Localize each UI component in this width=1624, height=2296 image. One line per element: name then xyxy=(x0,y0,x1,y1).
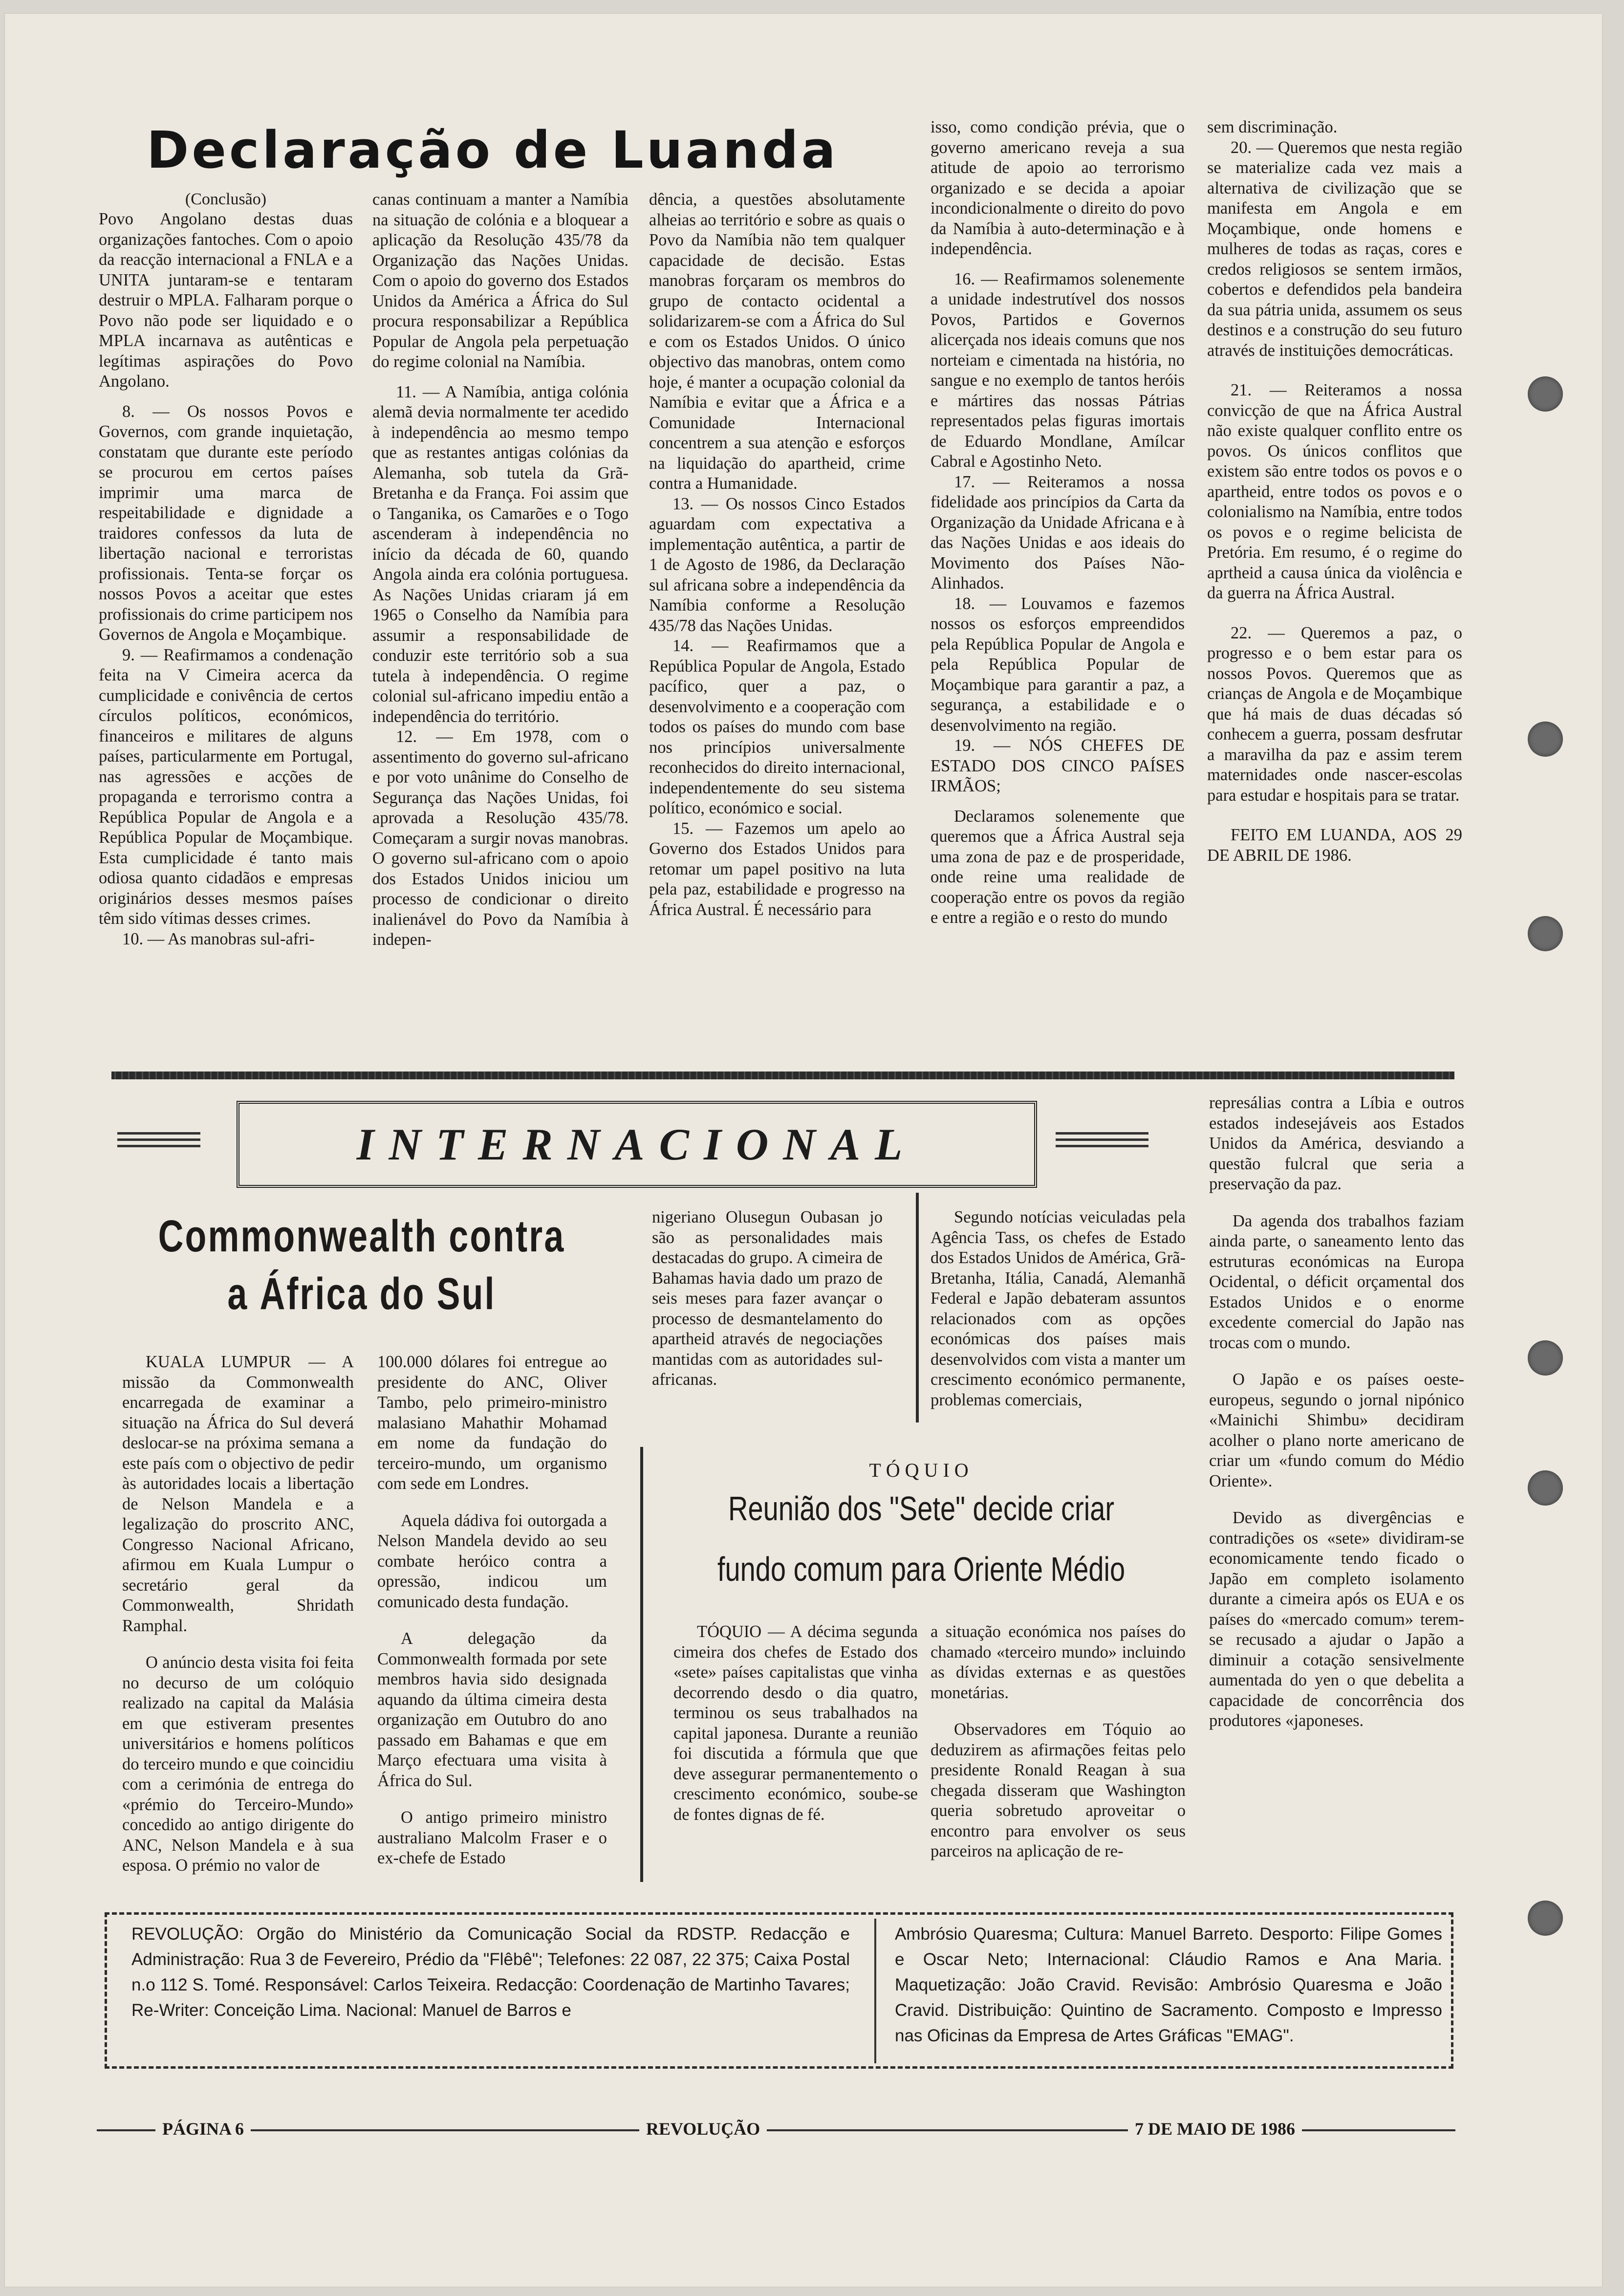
headline-line: Reunião dos "Sete" decide criar xyxy=(728,1489,1114,1528)
binder-hole xyxy=(1528,916,1563,951)
paragraph: dência, a questões absolutamente alheias ao território e sobre as quais o Povo da Namíbia não tem qualquer capacidade de decisão. Estas manobras forçaram os membros do grupo de contacto ocidental a solidarizarem-se com a África do Sul e com os Estados Unidos. O único objectivo das manobras, ontem como hoje, é manter a ocupação colonial da Namíbia e evitar que a África e a Comunidade Internacional concentrem a sua atenção e esforços na liquidação do apartheid, crime contra a Humanidade. xyxy=(649,190,905,493)
commonwealth-column-2 xyxy=(377,1352,607,1869)
declaracao-column-4 xyxy=(931,117,1185,928)
paragraph: Observadores em Tóquio ao deduzirem as afirmações feitas pelo presidente Ronald Reagan à sua chegada disseram que Washington queria sobretudo aproveitar o encontro para envolver os seus parceiros na aplicação de re- xyxy=(931,1720,1186,1860)
paragraph: 10. — As manobras sul-afri- xyxy=(122,929,315,948)
paragraph: KUALA LUMPUR — A missão da Commonwealth encarregada de examinar a situação na África do Sul deverá deslocar-se na próxima semana a este país com o objectivo de pedir às autoridades locais a libertação de Nelson Mandela e a legalização do proscrito ANC, Congresso Nacional Africano, afirmou em Kuala Lumpur o secretário geral da Commonwealth, Shridath Ramphal. xyxy=(122,1353,354,1635)
toquio-column-a xyxy=(673,1622,918,1825)
binder-hole xyxy=(1528,1901,1563,1936)
credits-left: REVOLUÇÃO: Orgão do Ministério da Comunicação Social da RDSTP. Redacção e Administração: Rua 3 de Fevereiro, Prédio da "Flêbê"; Telefones: 22 087, 22 375; Caixa Postal n.o 112 S. Tomé. Responsável: Carlos Teixeira. Redacção: Coordenação de Martinho Tavares; Re-Writer: Conceição Lima. Nacional: Manuel de Barros e xyxy=(131,1924,850,2020)
paragraph: O Japão e os países oeste-europeus, segundo o jornal nipónico «Mainichi Shimbu» decidiram acolher o plano norte americano de criar um «fundo comum do Médio Oriente». xyxy=(1209,1370,1464,1490)
paragraph: 20. — Queremos que nesta região se materialize cada vez mais a alternativa de civilização que se manifesta em Angola e em Moçambique, onde homens e mulheres de todas as raças, cores e credos religiosos se sentem irmãos, cobertos e defendidos pela bandeira da sua pátria unida, assumem os seus destinos e a construção do seu futuro através de instituições democráticas. xyxy=(1207,138,1462,360)
section-header-label: INTERNACIONAL xyxy=(356,1119,917,1169)
paragraph: 100.000 dólares foi entregue ao presidente do ANC, Oliver Tambo, pelo primeiro-ministro malasiano Mahathir Mohamad em nome da fundação do terceiro-mundo, um organismo com sede em Londres. xyxy=(377,1353,607,1493)
paragraph: isso, como condição prévia, que o governo americano reveja a sua atitude de apoio ao terrorismo organizado e se decida a apoiar incondicionalmente o direito do povo da Namíbia à auto-determinação e à independência. xyxy=(931,118,1185,258)
toquio-column-right xyxy=(1209,1093,1464,1731)
paragraph: Segundo notícias veiculadas pela Agência Tass, os chefes de Estado dos Estados Unidos de América, Grã-Bretanha, Itália, Canadá, Alemanhã Federal e Japão debateram assuntos relacionados com as opções económicas dos países mais desenvolvidos com vista a manter um crescimento económico permanente, problemas comerciais, xyxy=(931,1208,1186,1409)
paragraph: sem discriminação. xyxy=(1207,118,1338,136)
paragraph: Aquela dádiva foi outorgada a Nelson Mandela devido ao seu combate heróico contra a opressão, indicou um comunicado desta fundação. xyxy=(377,1511,607,1611)
headline-line: a África do Sul xyxy=(227,1269,496,1319)
paragraph: nigeriano Olusegun Oubasan jo são as personalidades mais destacadas do grupo. A cimeira de Bahamas havia dado um prazo de seis meses para fazer avançar o processo de desmantelamento do apartheid através de negociações mantidas com as autoridades sul-africanas. xyxy=(652,1208,883,1389)
paragraph: Devido as divergências e contradições os «sete» dividiram-se economicamente tendo ficado o Japão em completo isolamento durante a cimeira após os EUA e os países do «mercado comum» terem-se recusado a ajudar o Japão a diminuir a cotação sensivelmente aumentada do yen o que debelita a capacidade de concorrência dos produtores «japoneses. xyxy=(1209,1509,1464,1730)
paragraph: 13. — Os nossos Cinco Estados aguardam com expectativa a implementação autêntica, a partir de 1 de Agosto de 1986, da Declaração sul africana sobre a independência da Namíbia conforme a Resolução 435/78 das Nações Unidas. xyxy=(649,494,905,635)
paragraph: 8. — Os nossos Povos e Governos, com grande inquietação, constatam que durante este período se procurou em certos países imprimir uma marca de respeitabilidade e dignidade a traidores confessos da luta de libertação nacional e terroristas profissionais. Tenta-se forçar os nossos Povos a aceitar que estes profissionais do crime participem nos Governos de Angola e Moçambique. xyxy=(99,402,353,644)
binder-hole xyxy=(1528,1340,1563,1376)
paragraph: TÓQUIO — A décima segunda cimeira dos chefes de Estado dos «sete» países capitalistas que vinha decorrendo desdo o dia quatro, terminou os seus trabalhados na capital japonesa. Durante a reunião foi discutida a fórmula que que deve assegurar permanentemento o crescimento económico, soube-se de fontes dignas de fé. xyxy=(673,1622,918,1824)
paragraph: 19. — NÓS CHEFES DE ESTADO DOS CINCO PAÍSES IRMÃOS; xyxy=(931,736,1185,795)
paragraph: 21. — Reiteramos a nossa convicção de que na África Austral não existe qualquer conflito entre os povos. Os únicos conflitos que existem são entre todos os povos e o apartheid, entre todos os povos e o colonialismo na Namíbia, entre todos os povos e o regime belicista de Pretória. Em resumo, é o regime do aprtheid a causa única da violência e da guerra na África Austral. xyxy=(1207,381,1462,602)
section-divider xyxy=(111,1071,1454,1079)
binder-hole xyxy=(1528,1470,1563,1506)
headline xyxy=(141,1207,583,1323)
headline xyxy=(708,1486,1134,1592)
paragraph: 11. — A Namíbia, antiga colónia alemã devia normalmente ter acedido à independência ao mesmo tempo que as restantes antigas colónias da Alemanha, sob tutela da Grã-Bretanha e da França. Foi assim que o Tanganika, os Camarões e o Togo ascenderam à independência no início da década de 60, quando Angola ainda era colónia portuguesa. As Nações Unidas criaram já em 1965 o Conselho da Namíbia para assumir a responsabilidade de conduzir este território sob a sua tutela à independência. O regime colonial sul-africano impediu então a independência do território. xyxy=(372,382,628,726)
decorative-lines xyxy=(1056,1132,1148,1153)
dateline-kicker: TÓQUIO xyxy=(869,1459,974,1481)
paragraph: 18. — Louvamos e fazemos nossos os esforços empreendidos pela República Popular de Angola e pela República Popular de Moçambique para garantir a paz, a segurança, a estabilidade e o desenvolvimento na região. xyxy=(931,594,1185,735)
paragraph: represálias contra a Líbia e outros estados indesejáveis aos Estados Unidos da América, desviando a questão fulcral que seria a preservação da paz. xyxy=(1209,1093,1464,1193)
paragraph: Da agenda dos trabalhos faziam ainda parte, o saneamento lento das estruturas económicas na Europa Ocidental, o déficit orçamental dos Estados Unidos e o enorme excedente comercial do Japão nas trocas com o mundo. xyxy=(1209,1211,1464,1352)
commonwealth-column-1 xyxy=(122,1352,354,1876)
column-rule xyxy=(640,1447,643,1882)
paragraph: a situação económica nos países do chamado «terceiro mundo» incluindo as dívidas externas e as questões monetárias. xyxy=(931,1622,1186,1702)
toquio-column-b xyxy=(931,1622,1186,1862)
page-footer xyxy=(97,2119,1455,2143)
paragraph: 14. — Reafirmamos que a República Popular de Angola, Estado pacífico, quer a paz, o desenvolvimento e a cooperação com todos os países do mundo com base nos princípios universalmente reconhecidos do direito internacional, independentemente do seu sistema político, económico e social. xyxy=(649,636,905,817)
paragraph: O anúncio desta visita foi feita no decurso de um colóquio realizado na capital da Malásia em que estiveram presentes universitários e homens políticos do terceiro mundo e que coincidiu com a cerimónia de entrega do «prémio do Terceiro-Mundo» concedido ao antigo dirigente do ANC, Nelson Mandela e à sua esposa. O prémio no valor de xyxy=(122,1653,354,1875)
article-title: Declaração de Luanda xyxy=(147,120,839,180)
declaracao-column-5 xyxy=(1207,117,1462,866)
issue-date: 7 DE MAIO DE 1986 xyxy=(1128,2119,1302,2139)
toquio-column-top xyxy=(931,1207,1186,1410)
paragraph: 15. — Fazemos um apelo ao Governo dos Estados Unidos para retomar um papel positivo na luta pela paz, estabilidade e progresso na África Austral. É necessário para xyxy=(649,819,905,919)
credits-divider xyxy=(874,1919,876,2063)
paragraph: 12. — Em 1978, com o assentimento do governo sul-africano e por voto unânime do Conselho de Segurança das Nações Unidas, foi aprovada a Resolução 435/78. Começaram a surgir novas manobras. O governo sul-africano com o apoio dos Estados Unidos iniciou um processo de condicionar o direito inalienável do Povo da Namíbia à indepen- xyxy=(372,727,628,949)
paragraph: O antigo primeiro ministro australiano Malcolm Fraser e o ex-chefe de Estado xyxy=(377,1808,607,1867)
paragraph: canas continuam a manter a Namíbia na situação de colónia e a bloquear a aplicação da Resolução 435/78 da Organização das Nações Unidas. Com o apoio do governo dos Estados Unidos da América a África do Sul procura responsabilizar a República Popular de Angola pela perpetuação do regime colonial na Namíbia. xyxy=(372,190,628,371)
section-header xyxy=(237,1101,1037,1188)
binder-hole xyxy=(1528,376,1563,412)
paragraph: 9. — Reafirmamos a condenação feita na V Cimeira acerca da cumplicidade e conivência de certos círculos políticos, económicos, financeiros e militares de alguns países, particularmente em Portugal, nas agressões e acções de propaganda e terrorismo contra a República Popular de Angola e a República Popular de Moçambique. Esta cumplicidade é tanto mais odiosa quanto cidadãos e empresas originários desses mesmos países têm sido vítimas desses crimes. xyxy=(99,645,353,928)
article-subtitle: (Conclusão) xyxy=(185,190,267,208)
credits-right: Ambrósio Quaresma; Cultura: Manuel Barreto. Desporto: Filipe Gomes e Oscar Neto; Internacional: Cláudio Ramos e Ana Maria. Maquetização: João Cravid. Revisão: Ambrósio Quaresma e João Cravid. Distribuição: Quintino de Sacramento. Composto e Impresso nas Oficinas da Empresa de Artes Gráficas "EMAG". xyxy=(895,1924,1442,2045)
declaracao-column-2 xyxy=(372,190,628,950)
paragraph: 17. — Reiteramos a nossa fidelidade aos princípios da Carta da Organização da Unidade Africana e à das Nações Unidas e aos ideais do Movimento dos Países Não-Alinhados. xyxy=(931,472,1185,592)
column-rule xyxy=(916,1193,919,1422)
binder-hole xyxy=(1528,722,1563,757)
headline-line: Commonwealth contra xyxy=(158,1211,565,1261)
paragraph: 16. — Reafirmamos solenemente a unidade indestrutível dos nossos Povos, Partidos e Governos alicerçada nos ideais comuns que nos norteiam e cimentada na história, no sangue e no exemplo de tantos heróis e mártires das nossas Pátrias representados pelas figuras imortais de Eduardo Mondlane, Amílcar Cabral e Agostinho Neto. xyxy=(931,269,1185,471)
signature-line: FEITO EM LUANDA, AOS 29 DE ABRIL DE 1986. xyxy=(1207,826,1462,865)
declaracao-column-3 xyxy=(649,190,905,920)
paragraph: Povo Angolano destas duas organizações fantoches. Com o apoio da reacção internacional a FNLA e a UNITA juntaram-se e tentaram destruir o MPLA. Falharam porque o Povo não pode ser liquidado e o MPLA incarnava as autênticas e legítimas aspirações do Povo Angolano. xyxy=(99,210,353,391)
paragraph: A delegação da Commonwealth formada por sete membros havia sido designada aquando da última cimeira desta organização em Outubro do ano passado em Bahamas e que em Março efectuara uma visita à África do Sul. xyxy=(377,1629,607,1790)
masthead-credits xyxy=(105,1912,1453,2069)
paragraph: Declaramos solenemente que queremos que a África Austral seja uma zona de paz e de prosperidade, onde reine uma realidade de cooperação entre os povos da região e entre a região e o resto do mundo xyxy=(931,807,1185,927)
page-number: PÁGINA 6 xyxy=(155,2119,251,2139)
decorative-lines xyxy=(117,1132,200,1153)
newspaper-name: REVOLUÇÃO xyxy=(639,2119,767,2139)
commonwealth-column-3 xyxy=(652,1207,883,1390)
headline-line: fundo comum para Oriente Médio xyxy=(717,1550,1126,1588)
declaracao-column-1 xyxy=(99,190,353,949)
paragraph: 22. — Queremos a paz, o progresso e o bem estar para os nossos Povos. Queremos que as crianças de Angola e de Moçambique que há mais de duas décadas só conhecem a guerra, possam desfrutar a maravilha da paz e assim terem maternidades onde nascer-escolas para estudar e hospitais para se tratar. xyxy=(1207,623,1462,805)
